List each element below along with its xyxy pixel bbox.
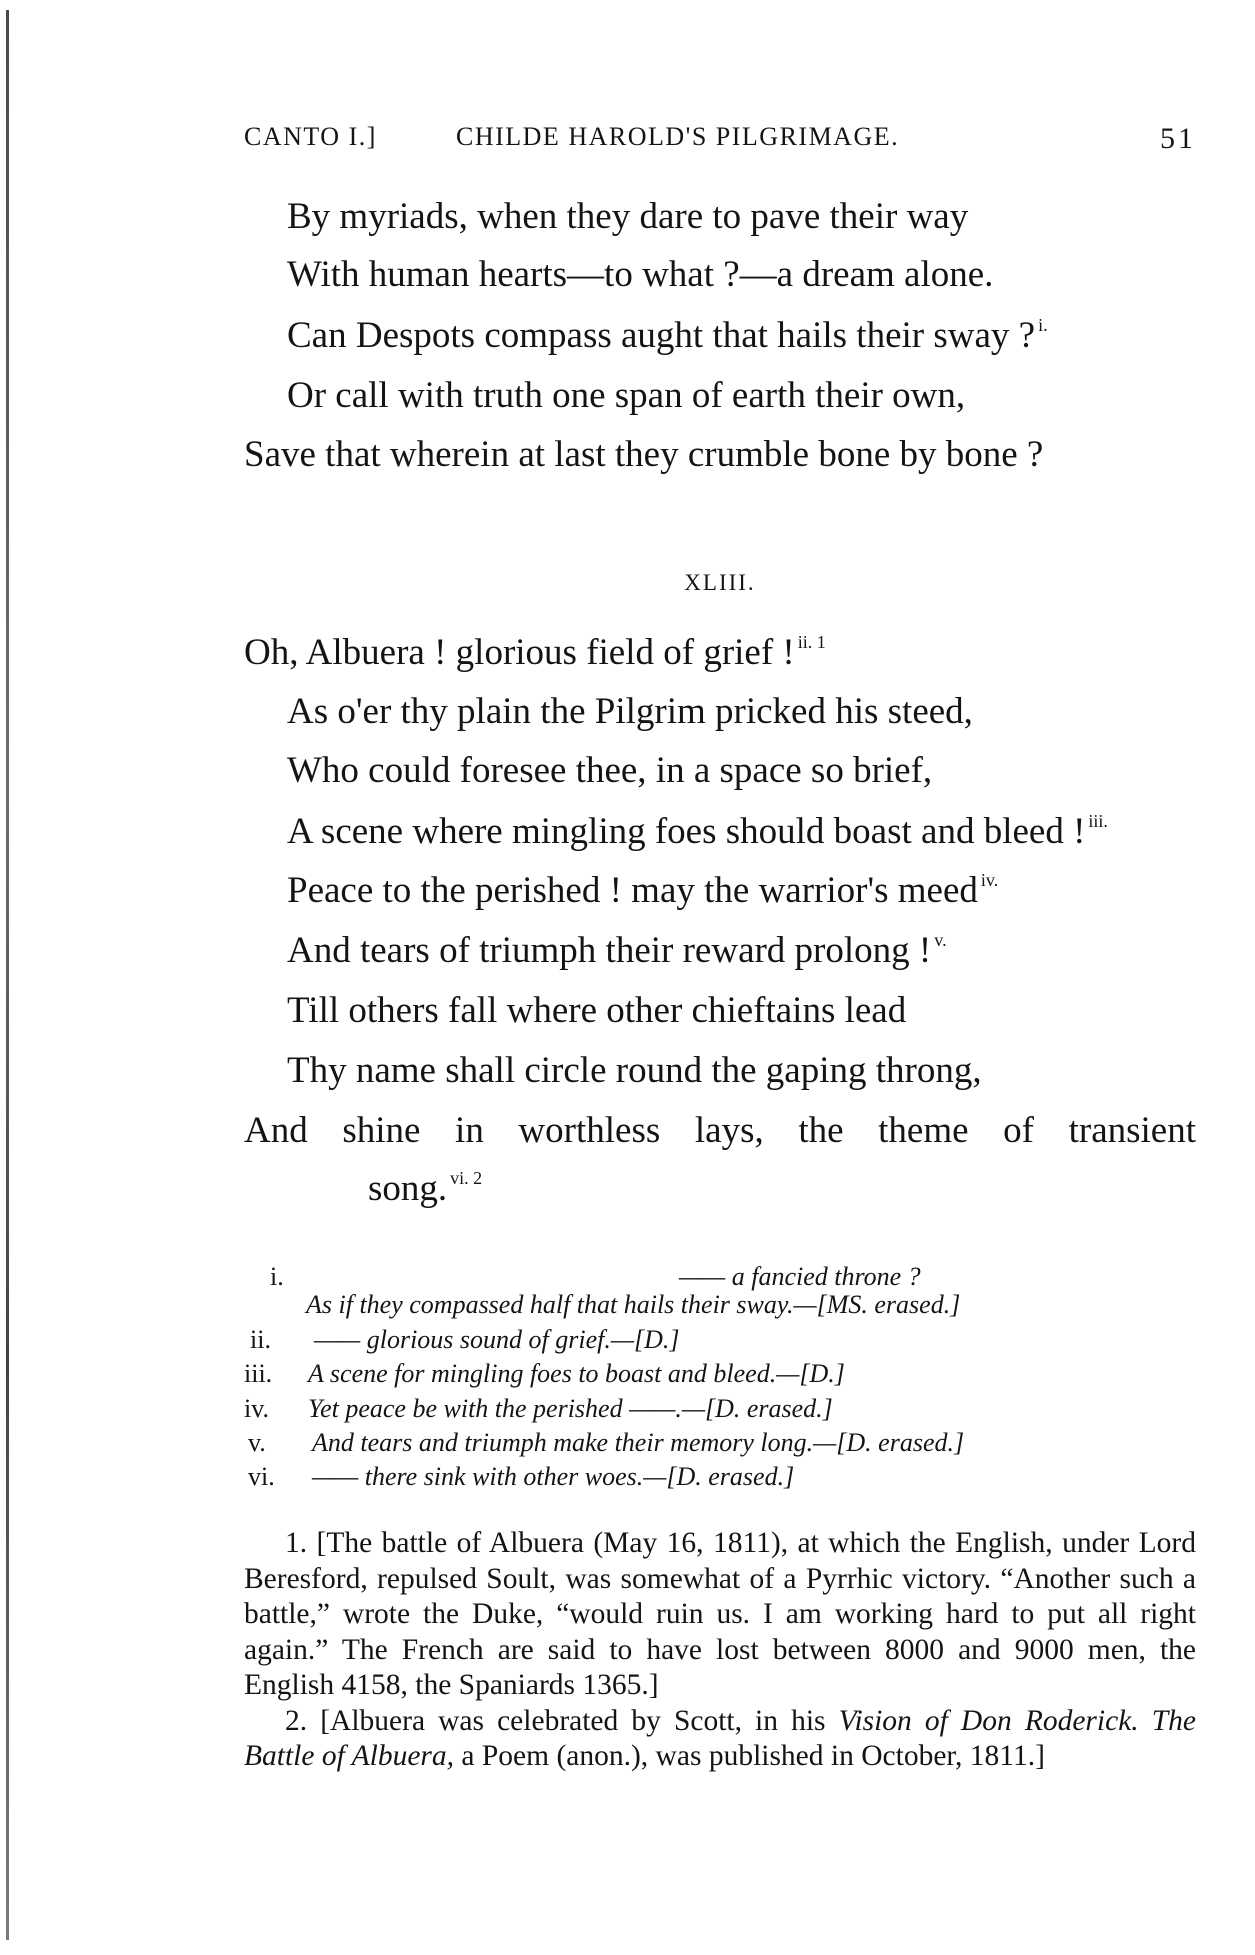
page-number: 51 (1160, 122, 1196, 155)
footnotes (244, 1526, 1196, 1775)
variant-note: i. —— a fancied throne ? (270, 1262, 921, 1291)
footnote-1: 1. [The battle of Albuera (May 16, 1811), at which the English, under Lord Beresford, repulsed Soult, was somewhat of a Pyrrhic victory. “Another such a battle,” wrote the Duke, “would ruin us. I am working hard to put all right again.” The French are said to have lost between 8000 and 9000 men, the English 4158, the Spaniards 1365.] (244, 1527, 1196, 1701)
verse-line: By myriads, when they dare to pave their way (287, 196, 969, 237)
variant-ref: ii. 1 (797, 632, 826, 652)
variant-ref: iii. (1088, 811, 1108, 831)
header-canto: CANTO I.] (244, 122, 377, 151)
verse-line-runover: song. $^{vi. 2}$ (368, 1168, 483, 1209)
verse-line: Oh, Albuera ! glorious field of grief ! $^{ii. 1}$ (244, 632, 826, 673)
variant-note: iv. Yet peace be with the perished ——.—[D. erased.] (244, 1394, 833, 1423)
verse-line: Till others fall where other chieftains lead (287, 990, 907, 1031)
verse-line: And tears of triumph their reward prolong ! $^{v.}$ (287, 930, 947, 971)
footnote-2: 2. [Albuera was celebrated by Scott, in his Vision of Don Roderick. The Battle of Albuera, a Poem (anon.), was published in October, 1811.] (244, 1704, 1197, 1772)
variant-note: v. And tears and triumph make their memory long.—[D. erased.] (248, 1428, 965, 1457)
variant-note: ii. —— glorious sound of grief.—[D.] (250, 1325, 680, 1354)
variant-ref: i. (1038, 315, 1048, 335)
variant-note: iii. A scene for mingling foes to boast and bleed.—[D.] (244, 1359, 845, 1388)
scan-binding-edge (6, 10, 9, 1940)
variant-note: vi. —— there sink with other woes.—[D. erased.] (248, 1462, 795, 1491)
variant-ref: v. (934, 930, 947, 950)
stanza-heading: XLIII. (684, 570, 756, 595)
variant-note: As if they compassed half that hails their sway.—[MS. erased.] (306, 1290, 961, 1319)
verse-line: And shine in worthless lays, the theme of transient (244, 1110, 1196, 1151)
verse-line: Can Despots compass aught that hails their sway ? $^{i.}$ (287, 315, 1048, 356)
running-header (244, 122, 1196, 162)
header-title: CHILDE HAROLD'S PILGRIMAGE. (456, 122, 900, 151)
verse-line: Thy name shall circle round the gaping throng, (287, 1050, 982, 1091)
variant-ref: iv. (980, 870, 999, 890)
verse-line: As o'er thy plain the Pilgrim pricked his steed, (287, 691, 973, 732)
variant-ref: vi. 2 (450, 1168, 483, 1188)
verse-line: Save that wherein at last they crumble bone by bone ? (244, 434, 1044, 475)
verse-line: With human hearts—to what ?—a dream alone. (287, 254, 994, 295)
verse-line: Or call with truth one span of earth their own, (287, 375, 966, 416)
verse-line: Peace to the perished ! may the warrior's meed $^{iv.}$ (287, 870, 999, 911)
verse-line: A scene where mingling foes should boast and bleed ! $^{iii.}$ (287, 811, 1108, 852)
verse-line: Who could foresee thee, in a space so brief, (287, 750, 933, 791)
